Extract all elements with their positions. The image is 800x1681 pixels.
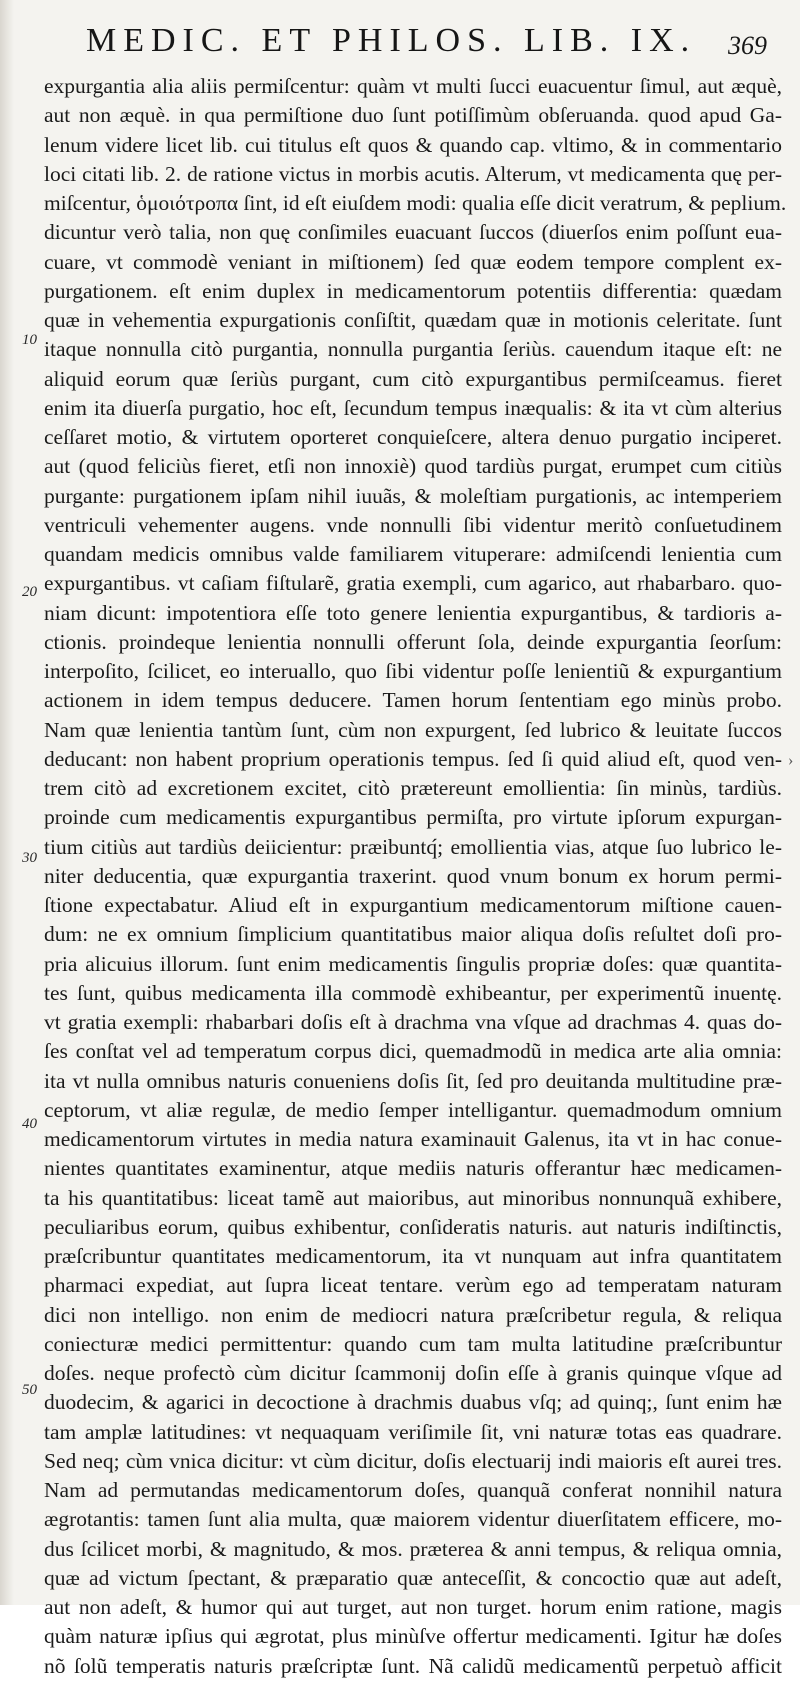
text-line: dus ſcilicet morbi, & magnitudo, & mos. præterea & anni tempus, & reliqua omnia,	[44, 1536, 782, 1561]
text-line: duodecim, & agarici in decoctione à drachmis duabus vſq; ad quinq;, ſunt enim hæ	[44, 1390, 782, 1415]
text-line: aut (quod feliciùs fieret, etſi non innoxiè) quod tardiùs purgat, erumpet cum citiùs	[44, 454, 782, 479]
line-number-30: 30	[22, 850, 37, 866]
text-line: aut non adeſt, & humor qui aut turget, aut non turget. horum enim ratione, magis	[44, 1595, 782, 1619]
text-line: dum: ne ex omnium ſimplicium quantitatibus maior aliqua doſis reſultet doſi pro-	[44, 922, 782, 947]
text-line: ctionis. proindeque lenientia nonnulli offerunt ſola, deinde expurgantia ſeorſum:	[44, 629, 782, 654]
body-text	[44, 72, 787, 1681]
text-line: deducant: non habent proprium operationis tempus. ſed ſi quid aliud eſt, quod ven-	[44, 746, 782, 771]
text-line: ventriculi vehementer augens. vnde nonnulli ſibi videntur meritò conſuetudinem	[44, 512, 782, 537]
text-line: aliquid eorum quæ ſeriùs purgant, cum citò expurgantibus permiſceamus. fieret	[44, 366, 782, 391]
text-line: coniecturæ medici permittentur: quando cum tam multa latitudine præſcribuntur	[44, 1331, 782, 1356]
text-line: niter deducentia, quæ expurgantia traxerint. quod vnum bonum ex horum permi-	[44, 863, 782, 888]
text-line: ita vt nulla omnibus naturis conueniens doſis ſit, ſed pro deuitanda multitudine præ-	[44, 1068, 782, 1093]
text-line: tes ſunt, quibus medicamenta illa commodè exhibeantur, per experimentũ inuentę.	[44, 980, 782, 1005]
text-line: Nam ad permutandas medicamentorum doſes, quanquã conferat nonnihil natura	[44, 1478, 782, 1502]
text-line: quæ in vehementia expurgationis conſiſtit, quædam quæ in motionis celeritate. ſunt	[44, 308, 782, 332]
line-number-10: 10	[22, 332, 37, 348]
text-line: enim ita diuerſa purgatio, hoc eſt, ſecundum tempus inæqualis: & ita vt cùm alterius	[44, 395, 782, 420]
line-number-40: 40	[22, 1116, 37, 1132]
text-line: niam dicunt: impotentiora eſſe toto genere lenientia expurgantibus, & tardioris a-	[44, 600, 782, 625]
text-line: aut non æquè. in qua permiſtione duo ſunt potiſſimùm obſeruanda. quod apud Ga-	[44, 103, 782, 128]
text-line: præſcribuntur quantitates medicamentorum, ita vt nunquam aut infra quantitatem	[44, 1244, 782, 1268]
edge-mark: ›	[788, 752, 794, 769]
text-line: trem citò ad excretionem excitet, citò prætereunt emollientia: ſin minùs, tardiùs.	[44, 776, 782, 800]
text-line: tium citiùs aut tardiùs deiicientur: præibuntq́; emollientia vias, atque ſuo lubrico le-	[44, 834, 782, 859]
line-number-20: 20	[22, 584, 37, 600]
text-line: dici non intelligo. non enim de mediocri natura præſcribetur regula, & reliqua	[44, 1302, 782, 1327]
text-line: miſcentur, ὁμοιότροπα ſint, id eſt eiuſdem modi: qualia eſſe dicit veratrum, & peplium.	[44, 191, 787, 215]
text-line: interpoſito, ſcilicet, eo interuallo, quo ſibi videntur poſſe lenientiũ & expurgantium	[44, 659, 782, 683]
text-line: expurgantia alia aliis permiſcentur: quàm vt multi ſucci euacuentur ſimul, aut æquè,	[44, 74, 782, 98]
text-line: Nam quæ lenientia tantùm ſunt, cùm non expurgent, ſed lubrico & leuitate ſuccos	[44, 717, 782, 742]
text-line: medicamentorum virtutes in media natura examinauit Galenus, ita vt in hac conue-	[44, 1127, 782, 1151]
text-line: ta his quantitatibus: liceat tamẽ aut maioribus, aut minoribus nonnunquã exhibere,	[44, 1185, 782, 1210]
text-line: tam amplæ latitudines: vt nequaquam veriſimile ſit, vni naturæ totas eas quadrare.	[44, 1419, 782, 1444]
text-line: lenum videre licet lib. cui titulus eſt quos & quando cap. vltimo, & in commentario	[44, 132, 782, 157]
text-line: nientes quantitates examinentur, atque mediis naturis offerantur hæc medicamen-	[44, 1156, 782, 1181]
text-line: actionem in idem tempus deducere. Tamen horum ſententiam ego minùs probo.	[44, 688, 782, 713]
gutter-shadow	[0, 0, 14, 1605]
text-line: loci citati lib. 2. de ratione victus in morbis acutis. Alterum, vt medicamenta quę per-	[44, 161, 782, 186]
text-line: quæ ad victum ſpectant, & præparatio quæ anteceſſit, & concoctio quæ aut adeſt,	[44, 1565, 782, 1590]
text-line: peculiaribus eorum, quibus exhibentur, conſideratis naturis. aut naturis indiſtinctis,	[44, 1214, 782, 1239]
text-line: purgationem. eſt enim duplex in medicamentorum potentiis differentia: quædam	[44, 278, 782, 303]
text-line: ſes conſtat vel ad temperatum corpus dici, quemadmodũ in medica arte alia omnia:	[44, 1039, 782, 1064]
line-number-50: 50	[22, 1382, 37, 1398]
text-line: doſes. neque profectò cùm dicitur ſcammonij doſin eſſe à granis quinque vſque ad	[44, 1361, 782, 1385]
text-line: ſtione expectabatur. Aliud eſt in expurgantium medicamentorum miſtione cauen-	[44, 893, 782, 917]
running-head: MEDIC. ET PHILOS. LIB. IX.	[86, 22, 697, 59]
text-line: dicuntur verò talia, non quę conſimiles euacuant ſuccos (diuerſos enim poſſunt eua-	[44, 220, 782, 245]
text-line: vt gratia exempli: rhabarbari doſis eſt à drachma vna vſque ad drachmas 4. quas do-	[44, 1010, 782, 1034]
text-line: cuare, vt commodè veniant in miſtionem) ſed quæ eodem tempore complent ex-	[44, 249, 782, 274]
text-line: quàm naturæ ipſius qui ægrotat, plus minùſve offertur medicamenti. Igitur hæ doſes	[44, 1624, 782, 1649]
text-line: itaque nonnulla citò purgantia, nonnulla purgantia ſeriùs. cauendum itaque eſt: ne	[44, 337, 782, 362]
text-line: pharmaci expediat, aut ſupra liceat tentare. verùm ego ad temperatam naturam	[44, 1273, 782, 1298]
text-line: ægrotantis: tamen ſunt alia multa, quæ maiorem videntur diuerſitatem efficere, mo-	[44, 1507, 782, 1532]
text-line: ceſſaret motio, & virtutem oporteret conquieſcere, altera denuo purgatio inciperet.	[44, 425, 782, 449]
text-line: pria alicuius illorum. ſunt enim medicamentis ſingulis propriæ doſes: quæ quantita-	[44, 951, 782, 976]
text-line: expurgantibus. vt caſiam fiſtularẽ, gratia exempli, cum agarico, aut rhabarbaro. quo-	[44, 571, 782, 596]
page-number: 369	[728, 31, 767, 60]
text-line: quandam medicis omnibus valde familiarem vituperare: admiſcendi lenientia cum	[44, 542, 782, 566]
text-line: Sed neq; cùm vnica dicitur: vt cùm dicitur, doſis electuarij indi maioris eſt aurei tres.	[44, 1448, 782, 1473]
text-line: ceptorum, vt aliæ regulæ, de medio ſemper intelligantur. quemadmodum omnium	[44, 1097, 782, 1122]
text-line: purgante: purgationem ipſam nihil iuuãs, & moleſtiam purgationis, ac intemperiem	[44, 483, 782, 508]
text-line: nõ ſolũ temperatis naturis præſcriptæ ſunt. Nã calidũ medicamentũ perpetuò afficit	[44, 1653, 782, 1678]
text-line: proinde cum medicamentis expurgantibus permiſta, pro virtute ipſorum expurgan-	[44, 805, 782, 830]
